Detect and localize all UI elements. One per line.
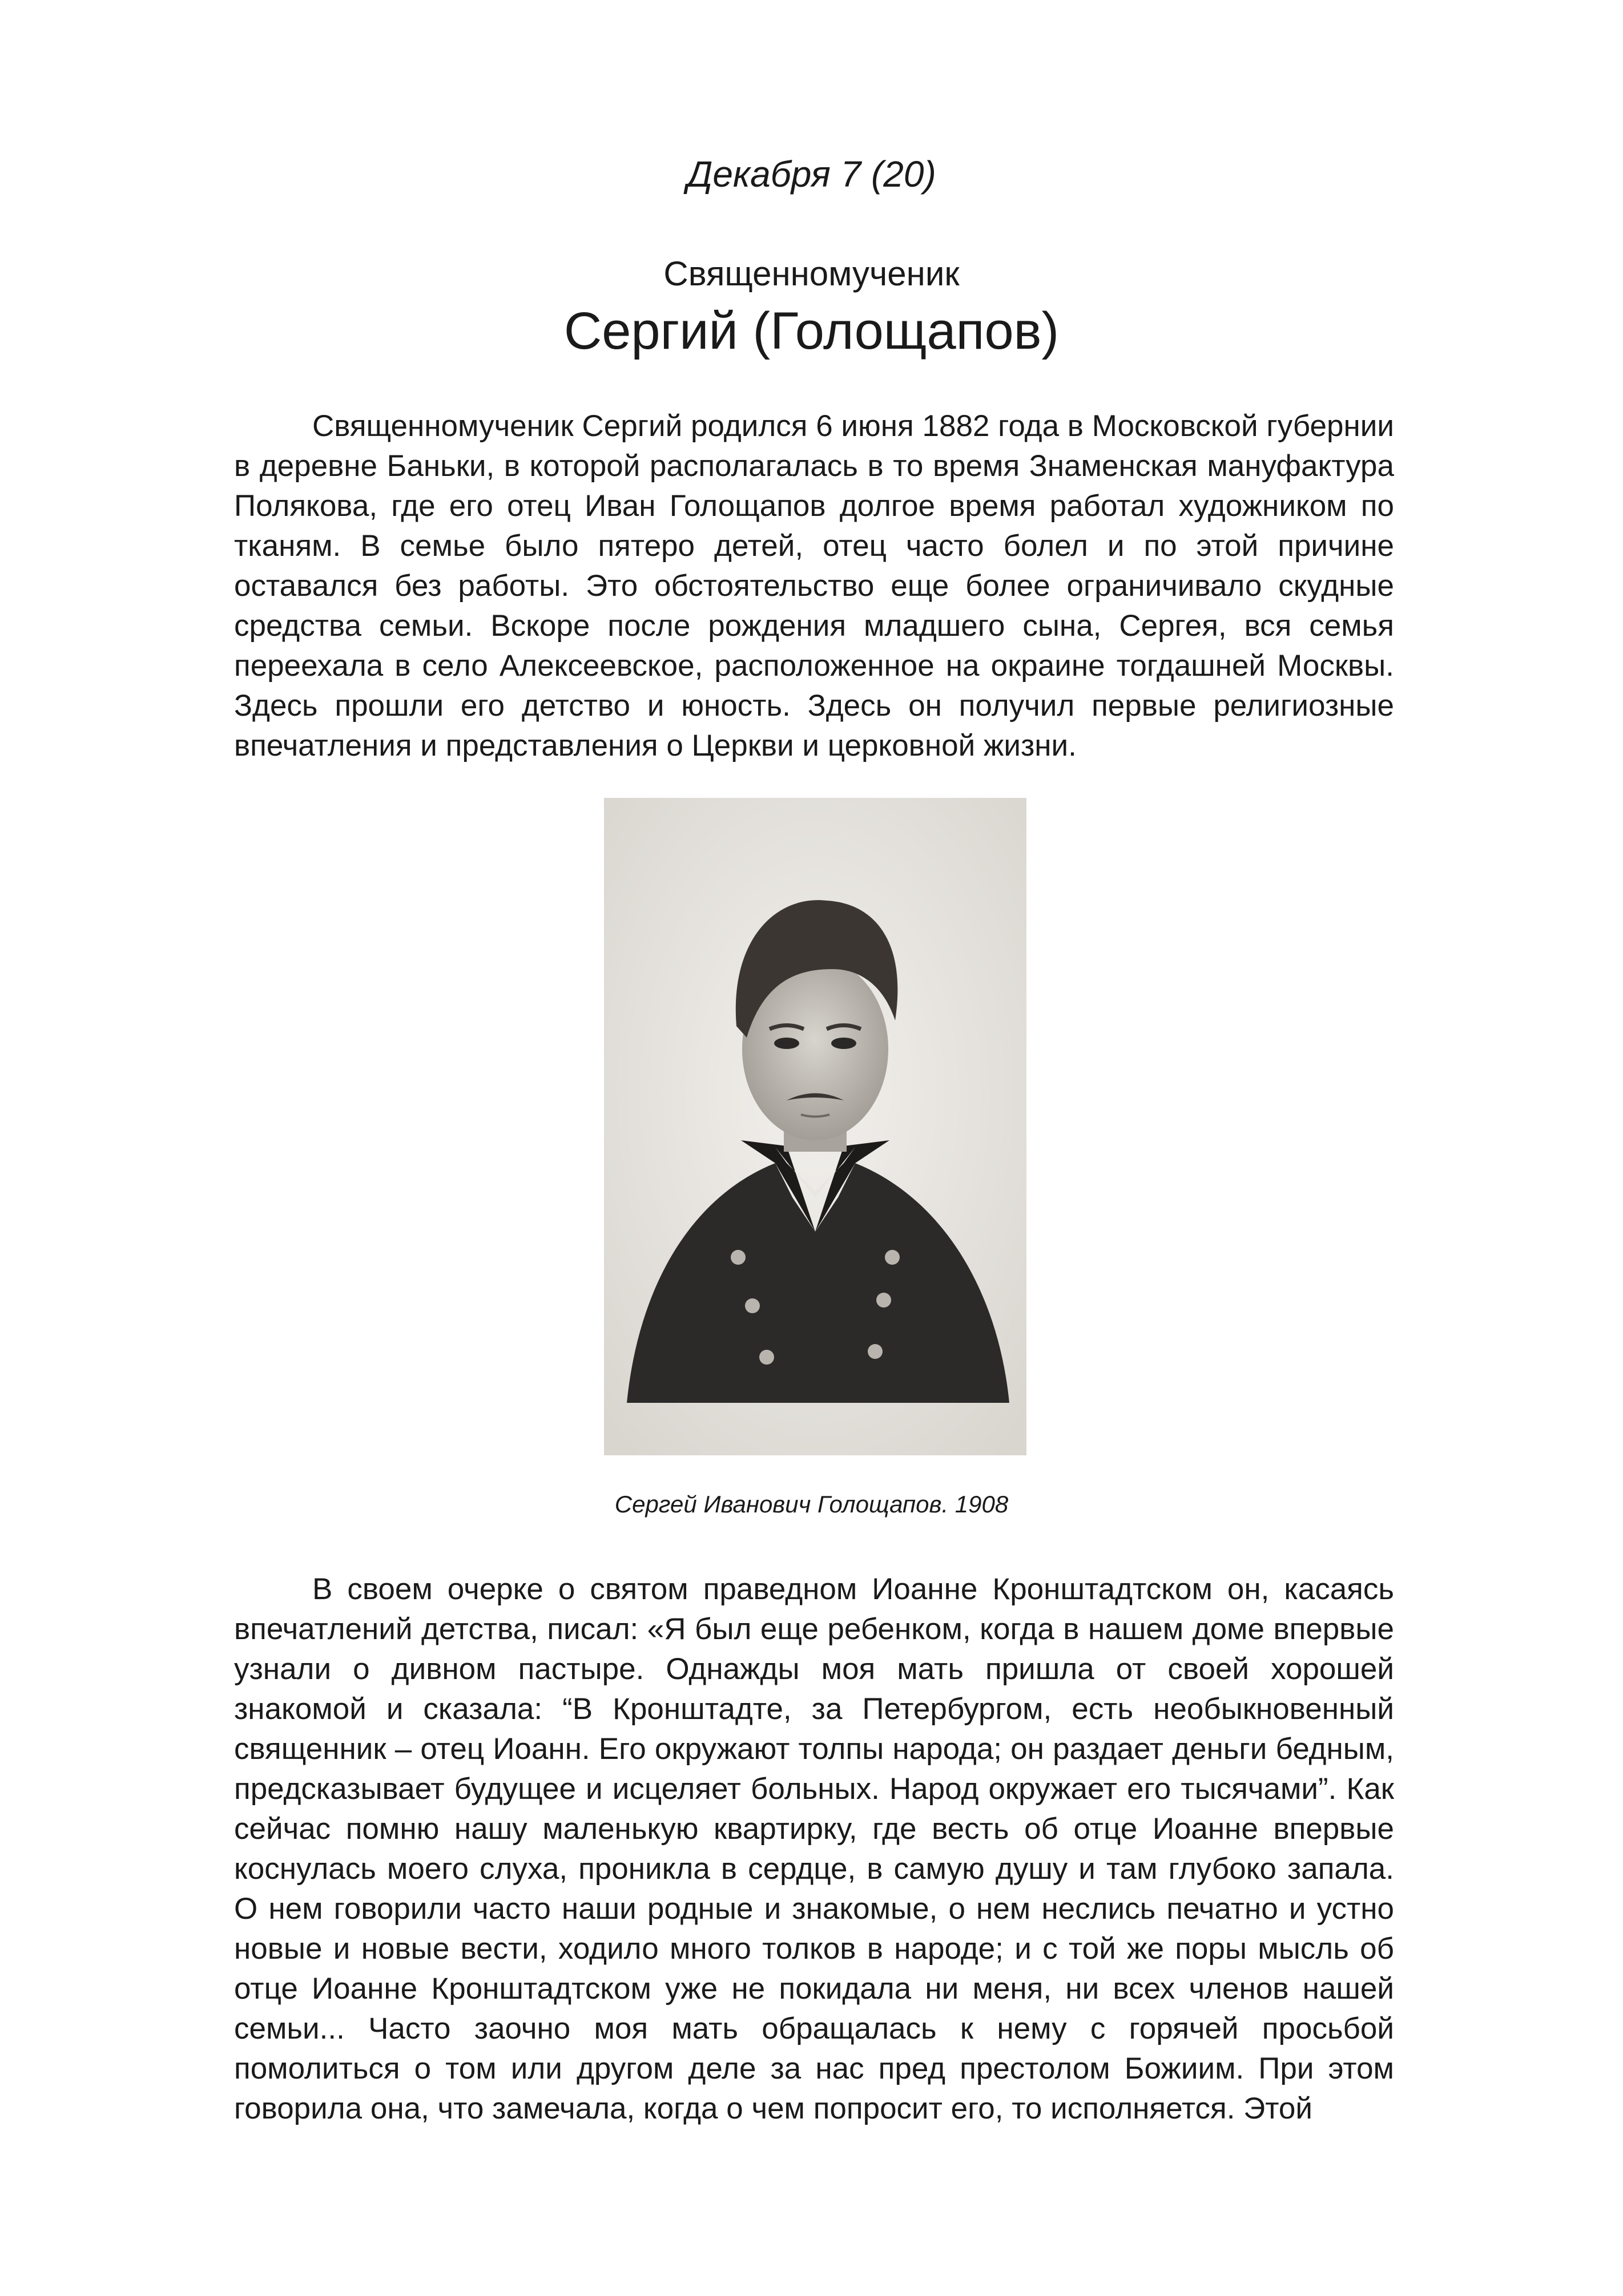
portrait-photo (604, 798, 1026, 1455)
page-subtitle: Священномученик (663, 255, 960, 293)
body-paragraph-2: В своем очерке о святом праведном Иоанне Кронштадтском он, касаясь впечатлений детства, писал: «Я был еще ребенком, когда в нашем доме впервые узнали о дивном пастыре. Однажды моя мать пришла от своей хорошей знакомой и сказала: “В Кронштадте, за Петербургом, есть необыкновенный священник – отец Иоанн. Его окружают толпы народа; он раздает деньги бедным, предсказывает будущее и исцеляет больных. Народ окружает его тысячами”. Как сейчас помню нашу маленькую квартирку, где весть об отце Иоанне впервые коснулась моего слуха, проникла в сердце, в самую душу и там глубоко запала. О нем говорили часто наши родные и знакомые, о нем неслись печатно и устно новые и новые вести, ходило много толков в народе; и с той же поры мысль об отце Иоанне Кронштадтском уже не покидала ни меня, ни всех членов нашей семьи... Часто заочно моя мать обращалась к нему с горячей просьбой помолиться о том или другом деле за нас пред престолом Божиим. При этом говорила она, что замечала, когда о чем попросит его, то исполняется. Этой (234, 1572, 1394, 2125)
page-date: Декабря 7 (20) (687, 154, 936, 195)
body-paragraph-1: Священномученик Сергий родился 6 июня 1882 года в Московской губернии в деревне Баньки, в которой располагалась в то время Знаменская мануфактура Полякова, где его отец Иван Голощапов долгое время работал художником по тканям. В семье было пятеро детей, отец часто болел и по этой причине оставался без работы. Это обстоятельство еще более ограничивало скудные средства семьи. Вскоре после рождения младшего сына, Сергея, вся семья переехала в село Алексеевское, расположенное на окраине тогдашней Москвы. Здесь прошли его детство и юность. Здесь он получил первые религиозные впечатления и представления о Церкви и церковной жизни. (234, 409, 1394, 762)
page-title: Сергий (Голощапов) (563, 302, 1060, 360)
photo-caption: Сергей Иванович Голощапов. 1908 (614, 1491, 1009, 1518)
